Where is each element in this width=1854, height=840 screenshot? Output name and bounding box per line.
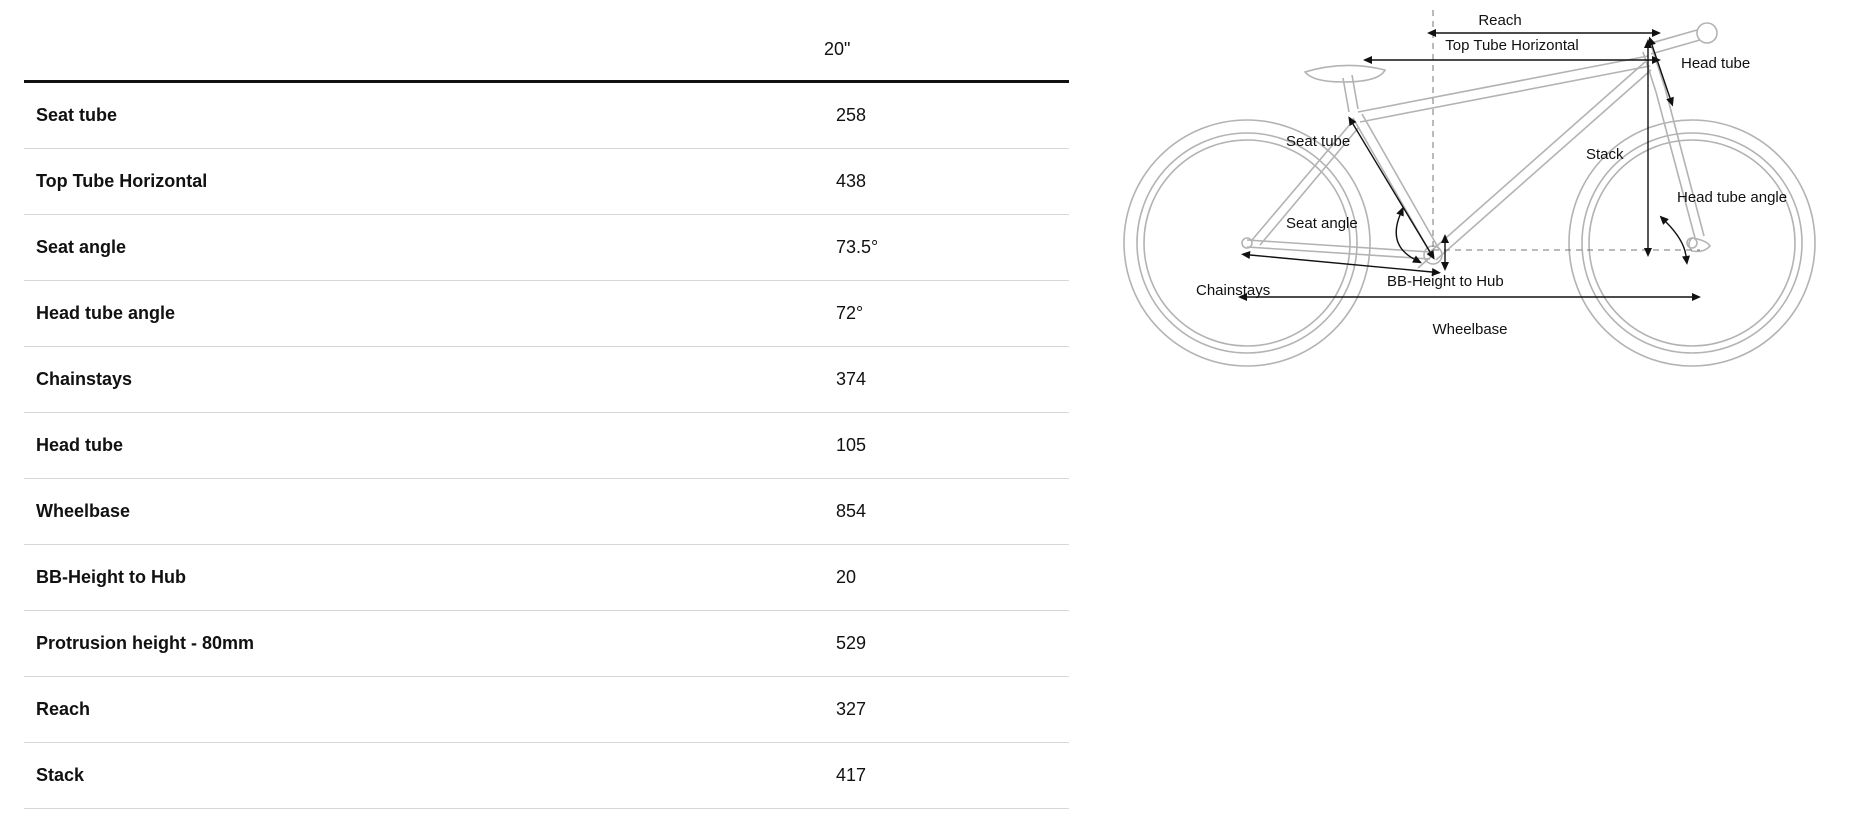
row-value: 327 xyxy=(836,699,867,719)
row-label: Top Tube Horizontal xyxy=(36,171,208,191)
column-header-label xyxy=(24,18,824,82)
table-row xyxy=(24,545,1069,611)
row-value: 105 xyxy=(836,435,867,455)
row-value: 438 xyxy=(836,171,867,191)
label-seat-angle: Seat angle xyxy=(1286,215,1358,232)
row-value: 20 xyxy=(836,567,857,587)
column-header-size: 20" xyxy=(824,38,851,59)
table-row xyxy=(24,82,1069,149)
table-row xyxy=(24,215,1069,281)
table-row xyxy=(24,743,1069,809)
label-wheelbase: Wheelbase xyxy=(1432,321,1508,338)
row-value: 417 xyxy=(836,765,867,785)
row-label: Wheelbase xyxy=(36,501,131,521)
label-seat-tube: Seat tube xyxy=(1286,133,1351,150)
table-row xyxy=(24,347,1069,413)
table-row xyxy=(24,611,1069,677)
row-value: 854 xyxy=(836,501,867,521)
label-top-tube-horizontal: Top Tube Horizontal xyxy=(1445,37,1579,54)
table-row xyxy=(24,677,1069,743)
table-row xyxy=(24,149,1069,215)
geometry-table-container xyxy=(24,18,1069,809)
bike-geometry-diagram xyxy=(1100,0,1840,460)
table-row xyxy=(24,281,1069,347)
row-value: 73.5° xyxy=(836,237,879,257)
row-label: Head tube xyxy=(36,435,124,455)
table-row xyxy=(24,413,1069,479)
row-value: 374 xyxy=(836,369,867,389)
row-label: Reach xyxy=(36,699,91,719)
row-label: Seat tube xyxy=(36,105,118,125)
seat-tube-arrow xyxy=(1353,124,1430,252)
table-header-row xyxy=(24,18,1069,82)
row-label: Stack xyxy=(36,765,85,785)
table-header xyxy=(24,18,1069,82)
label-bb-height-to-hub: BB-Height to Hub xyxy=(1387,273,1504,290)
head-tube-angle-arc xyxy=(1666,222,1686,256)
row-label: Seat angle xyxy=(36,237,127,257)
row-value: 258 xyxy=(836,105,867,125)
row-label: BB-Height to Hub xyxy=(36,567,186,587)
label-head-tube: Head tube xyxy=(1681,55,1751,72)
table-body xyxy=(24,82,1069,809)
label-stack: Stack xyxy=(1586,146,1624,163)
row-label: Protrusion height - 80mm xyxy=(36,633,255,653)
row-value: 529 xyxy=(836,633,867,653)
label-head-tube-angle: Head tube angle xyxy=(1677,189,1788,206)
geometry-table xyxy=(24,18,1069,809)
row-label: Chainstays xyxy=(36,369,133,389)
label-reach: Reach xyxy=(1478,12,1522,29)
row-value: 72° xyxy=(836,303,864,323)
label-chainstays: Chainstays xyxy=(1196,282,1271,299)
row-label: Head tube angle xyxy=(36,303,176,323)
table-row xyxy=(24,479,1069,545)
